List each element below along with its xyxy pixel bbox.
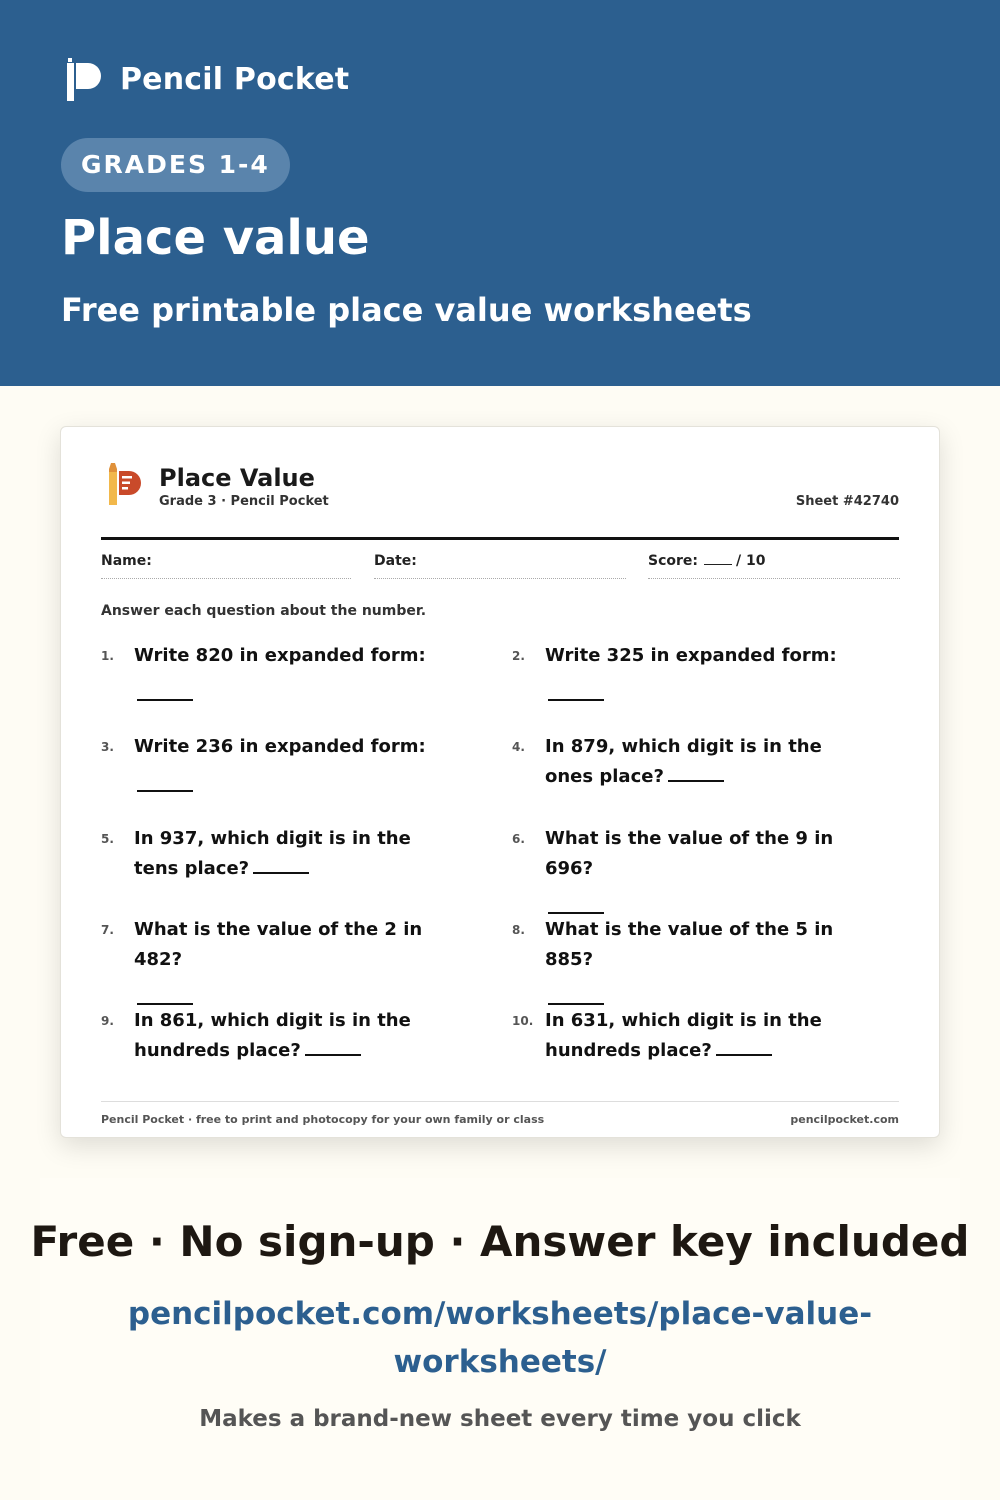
pencil-pocket-logo-icon — [64, 56, 104, 102]
worksheet-footer-site: pencilpocket.com — [790, 1113, 899, 1126]
question-item — [512, 824, 872, 914]
page-title: Place value — [61, 210, 370, 266]
worksheet-title: Place Value — [159, 464, 315, 492]
promo-tagline: Free · No sign-up · Answer key included — [30, 1217, 970, 1266]
question-item — [101, 915, 461, 1005]
question-number: 9. — [101, 1014, 114, 1028]
question-number: 2. — [512, 649, 525, 663]
worksheet-meta: Grade 3 · Pencil Pocket — [159, 494, 329, 509]
question-number: 10. — [512, 1014, 534, 1028]
date-label: Date: — [374, 553, 417, 569]
answer-blank — [137, 987, 193, 1005]
question-number: 4. — [512, 740, 525, 754]
brand[interactable] — [64, 56, 349, 102]
question-text: Write 325 in expanded form: — [545, 645, 837, 666]
page-subtitle: Free printable place value worksheets — [61, 291, 752, 329]
question-text: In 879, which digit is in the ones place? — [545, 736, 822, 787]
name-field — [101, 553, 351, 579]
question-text: In 937, which digit is in the tens place? — [134, 828, 411, 879]
question-number: 1. — [101, 649, 114, 663]
answer-blank — [548, 896, 604, 914]
score-blank — [704, 555, 732, 565]
score-total: / 10 — [736, 553, 766, 569]
answer-blank — [716, 1038, 772, 1056]
answer-blank — [668, 764, 724, 782]
question-item — [101, 824, 461, 884]
question-number: 5. — [101, 832, 114, 846]
date-field — [374, 553, 626, 579]
question-text: Write 236 in expanded form: — [134, 736, 426, 757]
question-text: What is the value of the 5 in 885? — [545, 919, 834, 970]
question-text: In 631, which digit is in the hundreds place? — [545, 1010, 822, 1061]
worksheet-url-link[interactable]: pencilpocket.com/worksheets/place-value-worksheets/ — [127, 1296, 873, 1380]
instructions: Answer each question about the number. — [101, 603, 427, 619]
answer-blank — [253, 856, 309, 874]
answer-blank — [305, 1038, 361, 1056]
header-divider — [101, 537, 899, 540]
question-item — [512, 641, 872, 701]
brand-name: Pencil Pocket — [120, 61, 350, 97]
question-item — [101, 732, 461, 792]
question-number: 6. — [512, 832, 525, 846]
grade-badge: GRADES 1-4 — [61, 138, 290, 192]
worksheet-preview[interactable] — [60, 426, 940, 1138]
promo-note: Makes a brand-new sheet every time you click — [199, 1406, 801, 1432]
score-label: Score: — [648, 553, 698, 569]
question-item — [512, 915, 872, 1005]
question-number: 7. — [101, 923, 114, 937]
worksheet-footer-note: Pencil Pocket · free to print and photocopy for your own family or class — [101, 1113, 545, 1126]
answer-blank — [137, 774, 193, 792]
pencil-logo-icon — [107, 463, 143, 507]
question-item — [512, 1006, 872, 1066]
question-text: What is the value of the 9 in 696? — [545, 828, 834, 879]
question-number: 3. — [101, 740, 114, 754]
question-number: 8. — [512, 923, 525, 937]
question-item — [101, 1006, 461, 1066]
answer-blank — [548, 683, 604, 701]
question-item — [101, 641, 461, 701]
answer-blank — [548, 987, 604, 1005]
question-text: In 861, which digit is in the hundreds place? — [134, 1010, 411, 1061]
question-text: Write 820 in expanded form: — [134, 645, 426, 666]
hero-banner — [0, 0, 1000, 386]
question-text: What is the value of the 2 in 482? — [134, 919, 423, 970]
question-item — [512, 732, 872, 792]
answer-blank — [137, 683, 193, 701]
footer-divider — [101, 1101, 899, 1102]
sheet-number: Sheet #42740 — [795, 494, 899, 509]
score-field — [648, 553, 900, 579]
name-label: Name: — [101, 553, 152, 569]
